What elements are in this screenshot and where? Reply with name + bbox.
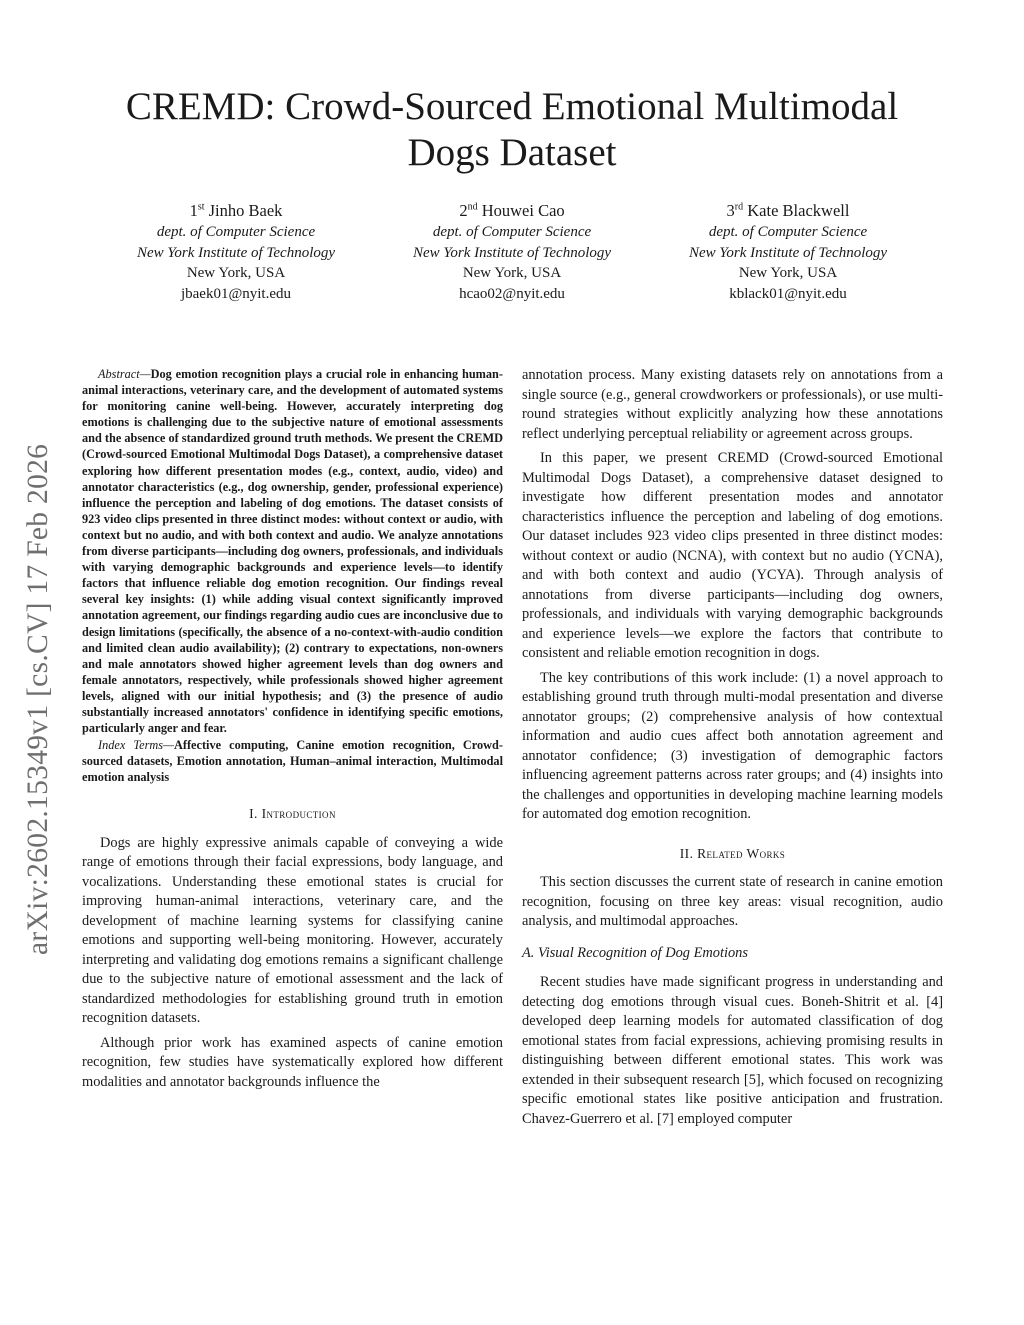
abstract-body: Dog emotion recognition plays a crucial role in enhancing human-animal interactions, veterinary care, and the development of automated systems for monitoring canine well-being. However, accurately interpreting dog emotions is challenging due to the subjective nature of emotional assessments and the absence of standardized ground truth methods. We present the CREMD (Crowd-sourced Emotional Multimodal Dogs Dataset), a comprehensive dataset exploring how different presentation modes (e.g., context, audio, video) and annotator characteristics (e.g., dog ownership, gender, professional experience) influence the perception and labeling of dog emotions. The dataset consists of 923 video clips presented in three distinct modes: without context or audio, with context but no audio, and with both context and audio. We analyze annotations from diverse participants—including dog owners, professionals, and individuals with varying demographic backgrounds and experience levels—to identify factors that influence reliable dog emotion recognition. Our findings reveal several key insights: (1) while adding visual context significantly improved annotation agreement, our findings regarding audio cues are inconclusive due to design limitations (specifically, the absence of a no-context-with-audio condition and limited clean audio availability); (2) contrary to expectations, non-owners and male annotators showed higher agreement levels than dog owners and female annotators, respectively, while professionals showed higher agreement levels, aligned with our initial hypothesis; and (3) the presence of audio substantially increased annotators' confidence in identifying specific emotions, particularly anger and fear. [82, 367, 503, 736]
visual-recognition-paragraph: Recent studies have made significant progress in understanding and detecting dog emotions through visual cues. Boneh-Shitrit et al. [4] developed deep learning models for automated classification of dog emotional states from facial expressions, achieving promising results in distinguishing between different emotional states. This work was extended in their subsequent research [5], which focused on recognizing specific emotional states like positive anticipation and frustration. Chavez-Guerrero et al. [7] employed computer [522, 974, 943, 1127]
author-block [100, 200, 924, 304]
author-2 [376, 200, 648, 304]
related-works-intro: This section discusses the current state of research in canine emotion recognition, focusing on three key areas: visual recognition, audio analysis, and multimodal approaches. [522, 874, 943, 929]
author-institution: New York Institute of Technology [688, 244, 888, 261]
intro-paragraph-2: Although prior work has examined aspects of canine emotion recognition, few studies have systematically explored how different modalities and annotator backgrounds influence the [82, 1034, 503, 1090]
author-dept: dept. of Computer Science [156, 224, 316, 240]
paper-title [80, 84, 944, 176]
author-email: jbaek01@nyit.edu [180, 285, 292, 302]
author-dept: dept. of Computer Science [432, 224, 592, 240]
author-dept: dept. of Computer Science [708, 224, 868, 240]
index-terms-lead: Index Terms— [98, 738, 174, 753]
left-column [82, 366, 503, 1092]
title-line-1: CREMD: Crowd-Sourced Emotional Multimodal [125, 85, 899, 128]
author-location: New York, USA [738, 265, 838, 281]
author-3 [652, 200, 924, 304]
author-name: 2nd Houwei Cao [459, 201, 565, 220]
author-institution: New York Institute of Technology [136, 244, 336, 261]
author-1 [100, 200, 372, 304]
author-email: hcao02@nyit.edu [459, 285, 565, 302]
section-heading-related-works: II. Related Works [679, 845, 786, 861]
arxiv-stamp: arXiv:2602.15349v1 [cs.CV] 17 Feb 2026 [22, 443, 54, 955]
author-email: kblack01@nyit.edu [729, 285, 847, 302]
author-institution: New York Institute of Technology [412, 244, 612, 261]
author-location: New York, USA [186, 265, 286, 281]
abstract [82, 366, 503, 736]
intro-paragraph-3: annotation process. Many existing datasets rely on annotations from a single source (e.g., general crowdworkers or professionals), or use multi-round strategies without explicitly analyzing how these annotations reflect underlying perceptual reliability or agreement across groups. [522, 367, 943, 442]
right-column [522, 366, 943, 1129]
intro-paragraph-4: In this paper, we present CREMD (Crowd-sourced Emotional Multimodal Dogs Dataset), a comprehensive dataset designed to investigate how different presentation modes and annotator characteristics influence the perception and labeling of dog emotions. Our dataset includes 923 video clips presented in three distinct modes: without context or audio (NCNA), with context but no audio (YCNA), and with both context and audio (YCYA). Through analysis of annotations from diverse participants—including dog owners, professionals, and individuals with varying demographic backgrounds and experience levels—we explore the factors that contribute to consistent and reliable emotion recognition in dogs. [522, 450, 943, 661]
author-location: New York, USA [462, 265, 562, 281]
section-heading-introduction: I. Introduction [249, 806, 336, 822]
title-line-2: Dogs Dataset [407, 131, 617, 174]
index-terms-body: Affective computing, Canine emotion recognition, Crowd-sourced datasets, Emotion annotation, Human–animal interaction, Multimodal emotion analysis [82, 738, 503, 785]
author-name: 3rd Kate Blackwell [726, 201, 850, 220]
intro-paragraph-1: Dogs are highly expressive animals capable of conveying a wide range of emotions through their facial expressions, body language, and vocalizations. Understanding these emotional states is crucial for improving human-animal interactions, veterinary care, and the development of machine learning systems for classifying canine emotions and supporting well-being monitoring. However, accurately interpreting and validating dog emotions remains a significant challenge due to the subjective nature of emotional assessment and the lack of standardized methodologies for establishing ground truth in emotion recognition datasets. [82, 834, 503, 1027]
index-terms [82, 737, 503, 785]
author-name: 1st Jinho Baek [189, 201, 283, 220]
subsection-heading-visual: A. Visual Recognition of Dog Emotions [522, 944, 748, 961]
intro-paragraph-5: The key contributions of this work include: (1) a novel approach to establishing ground truth through multi-modal presentation and diverse annotator groups; (2) comprehensive analysis of how contextual information and audio cues affect both annotation agreement and annotator confidence; (3) investigation of demographic factors influencing agreement patterns across rater groups; and (4) insights into the challenges and opportunities in developing machine learning models for automated dog emotion recognition. [522, 669, 943, 822]
abstract-lead: Abstract— [98, 367, 151, 381]
